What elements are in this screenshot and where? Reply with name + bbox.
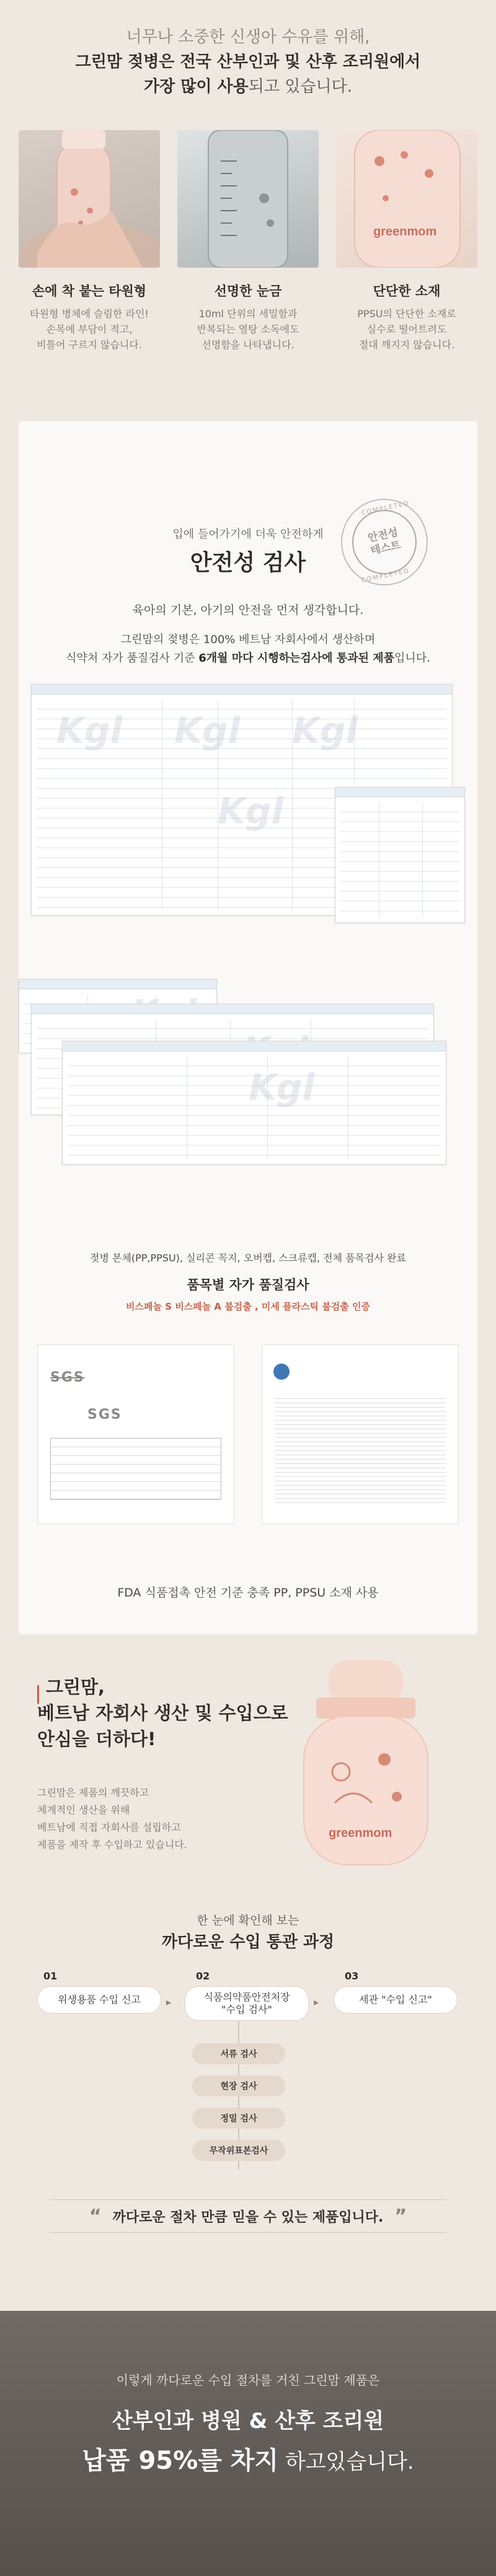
- sgs-logo: SGS: [50, 1370, 85, 1385]
- fda-compliance-caption: FDA 식품접촉 안전 기준 충족 PP, PPSU 소재 사용: [117, 1586, 379, 1600]
- stamp-top-text: COMPLETED: [360, 499, 411, 517]
- banner-line-1: 산부인과 병원 & 산후 조리원: [112, 2409, 384, 2434]
- stamp-main-line: 안전성: [366, 526, 399, 545]
- customs-title: 까다로운 수입 통관 과정: [161, 1933, 335, 1952]
- intro-line-2: 그린맘 젖병은 전국 산부인과 및 산후 조리원에서: [75, 53, 421, 71]
- feature-title: 단단한 소재: [373, 284, 441, 299]
- feature-oval: [19, 130, 160, 353]
- step-label: 위생용품 수입 신고: [58, 1994, 141, 2005]
- feature-desc-line: 선명함을 나타냅니다.: [202, 339, 294, 351]
- test-report-document: [62, 1041, 446, 1165]
- certifier-logo-icon: [273, 1364, 290, 1380]
- step-label: 세관 "수입 신고": [359, 1994, 432, 2005]
- vietnam-desc-line: 체계적인 생산을 위해: [37, 1804, 130, 1816]
- feature-desc: [177, 306, 319, 353]
- step-3-box: [334, 1986, 458, 2013]
- baby-bottle-image: [267, 1660, 465, 1871]
- feature-desc-line: PPSU의 단단한 소재로: [357, 308, 456, 320]
- inspection-pill: 정밀 검사: [192, 2108, 285, 2129]
- banner-line-2: [0, 2441, 496, 2476]
- feature-desc-line: 실수로 떨어트려도: [366, 323, 447, 335]
- step-number: 01: [43, 1970, 58, 1982]
- banner-line-2-bold: 납품 95%를 차지: [82, 2447, 279, 2475]
- vietnam-title: [37, 1678, 288, 1752]
- report-watermark: Kgl: [56, 709, 123, 751]
- intro-line-3-rest: 되고 있습니다.: [248, 77, 353, 96]
- step-label: "수입 검사": [221, 2004, 272, 2015]
- feature-desc-line: 손목에 부담이 적고,: [46, 323, 133, 335]
- step-3: [345, 1970, 358, 1982]
- sgs-certificate-document: [262, 1344, 459, 1524]
- feature-desc-line: 절대 깨지지 않습니다.: [358, 339, 455, 351]
- step-label: 식품의약품안전처장: [203, 1991, 290, 2003]
- bottle-scale-image: [177, 130, 319, 268]
- vietnam-description: [37, 1784, 187, 1854]
- vietnam-desc-line: 그린맘은 제품의 깨끗하고: [37, 1787, 149, 1798]
- vietnam-title-line: 안심을 더하다!: [37, 1728, 156, 1750]
- hand-holding-bottle-image: [19, 130, 160, 268]
- step-1: [43, 1970, 57, 1982]
- safety-title: 안전성 검사: [190, 550, 306, 576]
- feature-title: 선명한 눈금: [214, 284, 282, 299]
- feature-list: [19, 130, 477, 353]
- intro-line-3-bold: 가장 많이 사용: [143, 77, 249, 96]
- test-report-document: [335, 787, 465, 923]
- stamp-bottom-text: COMPLETED: [360, 567, 411, 585]
- banner-line-2-rest: 하고있습니다.: [278, 2450, 414, 2474]
- step-number: 03: [345, 1970, 359, 1982]
- svg-text:greenmom: greenmom: [373, 225, 437, 239]
- bottle-material-image: [336, 130, 477, 268]
- completed-stamp: [341, 499, 428, 585]
- bottle-brand-text: greenmom: [329, 1826, 392, 1840]
- self-quality-test-caption: 품목별 자가 품질검사: [187, 1277, 309, 1292]
- feature-desc: [336, 306, 477, 353]
- safety-body-bold: 6개월 마다 시행하는검사에 통과된 제품: [198, 652, 395, 665]
- report-watermark: Kgl: [292, 709, 358, 751]
- sgs-logo: SGS: [87, 1407, 122, 1422]
- arrow-right-icon: ▸: [166, 1996, 172, 2008]
- vietnam-desc-line: 제품을 제작 후 수입하고 있습니다.: [37, 1839, 187, 1851]
- customs-subtitle: 한 눈에 확인해 보는: [197, 1914, 299, 1927]
- customs-quote: [50, 2199, 446, 2233]
- step-2-box: [185, 1986, 309, 2021]
- feature-title: 손에 착 붙는 타원형: [32, 284, 147, 299]
- quote-text: 까다로운 절차 만큼 믿을 수 있는 제품입니다.: [112, 2209, 384, 2225]
- safety-body-line: 그린맘의 젖병은 100% 베트남 자회사에서 생산하며: [120, 633, 376, 646]
- feature-desc-line: 반복되는 열탕 소독에도: [197, 323, 299, 335]
- inspection-pill: 서류 검사: [192, 2043, 285, 2064]
- feature-desc: [19, 306, 160, 353]
- safety-subtitle: 입에 들어가기에 더욱 안전하게: [172, 528, 324, 541]
- intro-section: [0, 0, 496, 409]
- customs-steps: [37, 1970, 459, 2013]
- report-watermark: Kgl: [218, 790, 284, 832]
- sgs-certificate-document: [37, 1344, 234, 1524]
- arrow-right-icon: ▸: [314, 1996, 319, 2008]
- vietnam-title-line: 그린맘,: [46, 1676, 105, 1698]
- step-2: [196, 1970, 210, 1982]
- report-watermark: Kgl: [249, 1066, 315, 1108]
- feature-desc-line: 10ml 단위의 세밀함과: [198, 308, 298, 320]
- bisphenol-free-caption: 비스페놀 S 비스페놀 A 불검출 , 미세 플라스틱 불검출 인증: [126, 1301, 370, 1312]
- test-items-caption: 젖병 본체(PP,PPSU), 실리콘 꼭지, 오버캡, 스크류캡, 전체 품목검사 완료: [89, 1252, 406, 1264]
- inspection-pill: 무작위표본검사: [192, 2140, 285, 2161]
- safety-test-card: [19, 421, 477, 1634]
- feature-desc-line: 비틀어 구르지 않습니다.: [37, 339, 142, 351]
- hospital-supply-banner: [0, 2311, 496, 2576]
- safety-body-pre: 식약처 자가 품질검사 기준: [66, 652, 199, 665]
- intro-text: [0, 25, 496, 99]
- vietnam-desc-line: 베트남에 직접 자회사를 설립하고: [37, 1821, 181, 1833]
- stamp-main-line: 테스트: [369, 538, 402, 558]
- safety-body-post: 입니다.: [394, 652, 430, 665]
- feature-scale: [177, 130, 319, 353]
- close-quote-icon: ”: [394, 2205, 407, 2227]
- banner-subtitle: 이렇게 까다로운 수입 절차를 거친 그린맘 제품은: [116, 2373, 380, 2388]
- inspection-pill: 현장 검사: [192, 2075, 285, 2096]
- intro-line-1: 너무나 소중한 신생아 수유를 위해,: [126, 28, 370, 46]
- safety-lead: 육아의 기본, 아기의 안전을 먼저 생각합니다.: [132, 603, 364, 617]
- feature-desc-line: 타원형 병체에 슬림한 라인!: [30, 308, 149, 320]
- step-number: 02: [196, 1970, 210, 1982]
- step-1-box: [37, 1986, 161, 2013]
- open-quote-icon: “: [89, 2205, 102, 2227]
- feature-material: [336, 130, 477, 353]
- safety-body: [19, 631, 477, 668]
- vietnam-title-line: 베트남 자회사 생산 및 수입으로: [37, 1702, 288, 1724]
- report-watermark: Kgl: [174, 709, 241, 751]
